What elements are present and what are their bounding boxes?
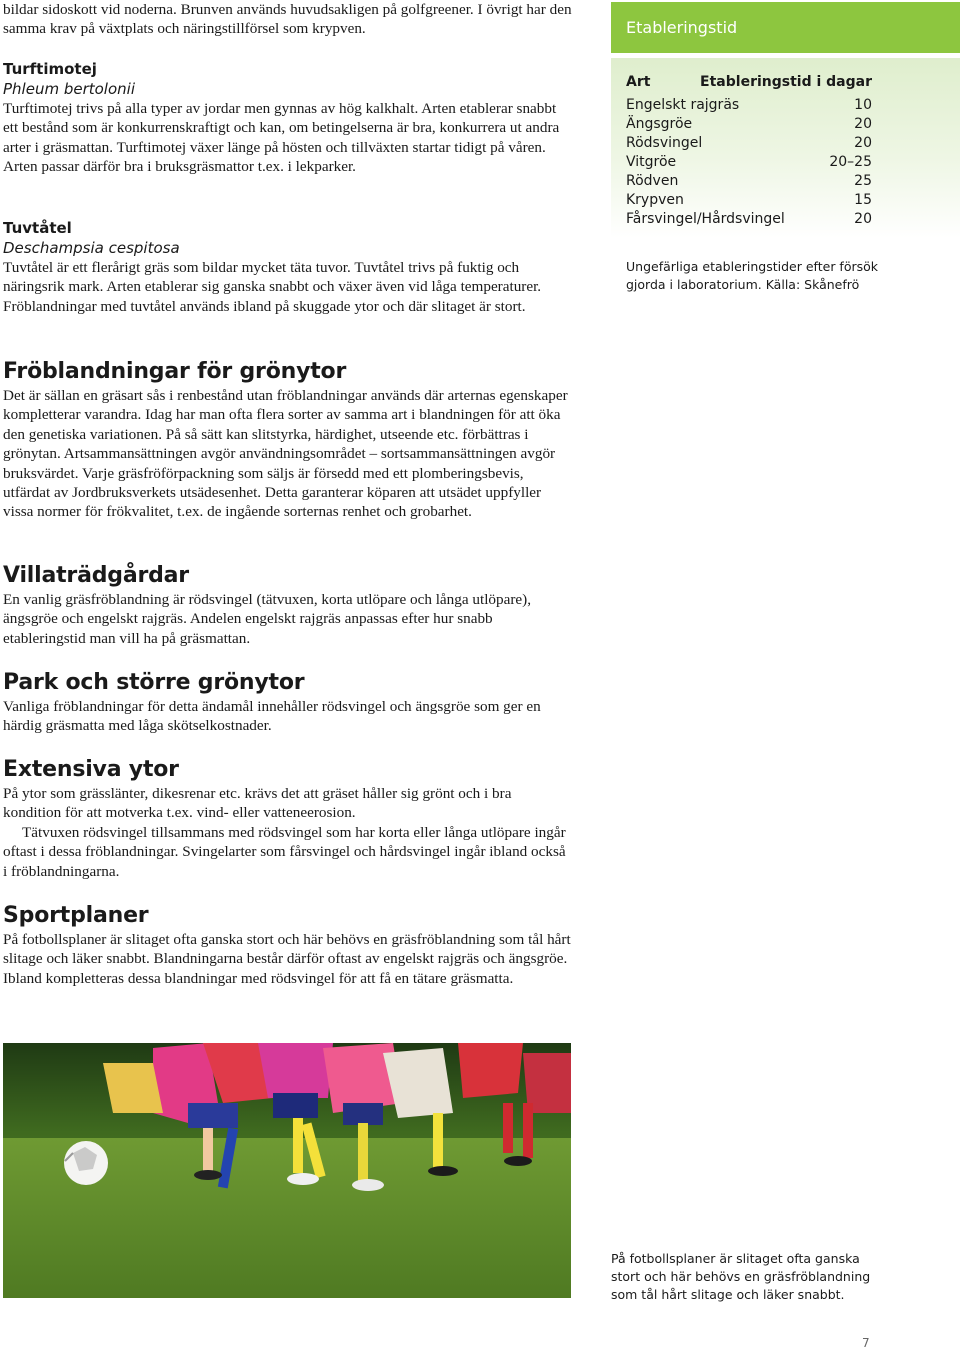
sidebar-title: Etableringstid bbox=[611, 2, 960, 53]
cell-days: 20 bbox=[854, 211, 872, 227]
cell-art: Vitgröe bbox=[626, 154, 677, 170]
section-villatradgardar bbox=[3, 563, 573, 648]
section-heading: Extensiva ytor bbox=[3, 757, 179, 782]
cell-days: 15 bbox=[854, 192, 872, 208]
cell-art: Engelskt rajgräs bbox=[626, 97, 740, 113]
species-latin-name: Phleum bertolonii bbox=[3, 80, 135, 98]
table-row bbox=[626, 115, 872, 134]
section-heading: Fröblandningar för grönytor bbox=[3, 359, 347, 384]
species-tuvtatel bbox=[3, 218, 573, 316]
species-turftimotej bbox=[3, 59, 573, 177]
section-extensiva-ytor bbox=[3, 757, 573, 881]
section-paragraph: Det är sällan en gräsart sås i renbestånd utan fröblandningar används där arternas egenskaper kompletterar varandra. Idag har man ofta flera sorter av samma art i blandningen för att öka den genetiska variationen. På så sätt kan slitstyrka, härdighet, utseende etc. förbättras i grönytan. Artsammansättningen avgör användningsområdet – sortsammansättningen avgör bruksvärdet. Varje gräsfröförpackning som säljs är försedd med ett plomberingsbevis, utfärdat av Jordbruksverkets utsädesenhet. Detta garanterar köparen att utsädet uppfyller vissa normer för frökvalitet, t.ex. de ingående sorternas renhet och grobarhet. bbox=[3, 387, 568, 521]
cell-days: 25 bbox=[854, 173, 872, 189]
table-row bbox=[626, 134, 872, 153]
column-header-days: Etableringstid i dagar bbox=[700, 74, 872, 90]
table-row bbox=[626, 191, 872, 210]
page-number: 7 bbox=[862, 1336, 870, 1350]
cell-art: Fårsvingel/Hårdsvingel bbox=[626, 211, 785, 227]
species-latin-name: Deschampsia cespitosa bbox=[3, 239, 180, 257]
section-froblandningar bbox=[3, 359, 573, 522]
football-photo bbox=[3, 1043, 571, 1298]
species-description: Tuvtåtel är ett flerårigt gräs som bildar mycket täta tuvor. Tuvtåtel trivs på fuktig och näringsrik mark. Arten etablerar sig ganska snabbt och växer även vid låga temperaturer. Fröblandningar med tuvtåtel används ibland på skuggade ytor och där slitaget är stort. bbox=[3, 259, 542, 315]
section-heading: Park och större grönytor bbox=[3, 670, 305, 695]
table-header bbox=[626, 72, 872, 96]
section-sportplaner bbox=[3, 903, 573, 988]
section-park bbox=[3, 670, 573, 736]
cell-days: 10 bbox=[854, 97, 872, 113]
table-row bbox=[626, 210, 872, 229]
section-paragraph: Vanliga fröblandningar för detta ändamål innehåller rödsvingel och ängsgröe som ger en härdig gräsmatta med låga skötselkostnader. bbox=[3, 698, 541, 735]
cell-days: 20 bbox=[854, 116, 872, 132]
table-source-note: Ungefärliga etableringstider efter försök gjorda i laboratorium. Källa: Skånefrö bbox=[626, 259, 879, 292]
column-header-art: Art bbox=[626, 74, 651, 90]
species-description: Turftimotej trivs på alla typer av jordar men gynnas av hög kalkhalt. Arten etablerar snabbt ett bestånd som är konkurrenskraftigt och kan, om betingelserna är bra, konkurrera ut andra arter i gräsmattan. Turftimotej växer länge på hösten och tillväxten startar tidigt på våren. Arten passar därför bra i bruksgräsmattor t.ex. i lekparker. bbox=[3, 100, 560, 176]
section-heading: Villaträdgårdar bbox=[3, 563, 189, 588]
section-paragraph: På ytor som grässlänter, dikesrenar etc. krävs det att gräset håller sig grönt och i bra kondition för att motverka t.ex. vind- eller vatteneerosion. bbox=[3, 785, 512, 822]
intro-paragraph: bildar sidoskott vid noderna. Brunven används huvudsakligen på golfgreener. I övrigt har den samma krav på växtplats och näringstillförsel som krypven. bbox=[3, 1, 572, 38]
cell-art: Ängsgröe bbox=[626, 116, 693, 132]
table-row bbox=[626, 153, 872, 172]
section-heading: Sportplaner bbox=[3, 903, 149, 928]
cell-art: Rödven bbox=[626, 173, 679, 189]
species-name: Turftimotej bbox=[3, 60, 97, 78]
football-photo-illustration bbox=[3, 1043, 571, 1298]
section-paragraph: En vanlig gräsfröblandning är rödsvingel (tätvuxen, korta utlöpare och långa utlöpare), ängsgröe och engelskt rajgräs. Andelen engelskt rajgräs anpassas efter hur snabb etableringstid man vill ha på gräsmattan. bbox=[3, 591, 532, 647]
table-row bbox=[626, 96, 872, 115]
cell-art: Rödsvingel bbox=[626, 135, 703, 151]
cell-days: 20 bbox=[854, 135, 872, 151]
section-paragraph: På fotbollsplaner är slitaget ofta ganska stort och här behövs en gräsfröblandning som tål hårt slitage och läker snabbt. Blandningarna består därför oftast av engelskt rajgräs och ängsgröe. Ibland kompletteras dessa blandningar med rödsvingel för att få en tätare gräsmatta. bbox=[3, 931, 571, 987]
photo-caption: På fotbollsplaner är slitaget ofta ganska stort och här behövs en gräsfröblandning som tål hårt slitage och läker snabbt. bbox=[611, 1251, 871, 1302]
cell-art: Krypven bbox=[626, 192, 684, 208]
species-name: Tuvtåtel bbox=[3, 219, 72, 237]
table-row bbox=[626, 172, 872, 191]
establishment-table bbox=[626, 72, 872, 229]
intro-block bbox=[3, 0, 573, 39]
cell-days: 20–25 bbox=[829, 154, 872, 170]
section-paragraph: Tätvuxen rödsvingel tillsammans med rödsvingel som har korta eller långa utlöpare ingår oftast i dessa fröblandningar. Svingelarter som fårsvingel och hårdsvingel ingår ibland också i fröblandningarna. bbox=[3, 823, 566, 880]
